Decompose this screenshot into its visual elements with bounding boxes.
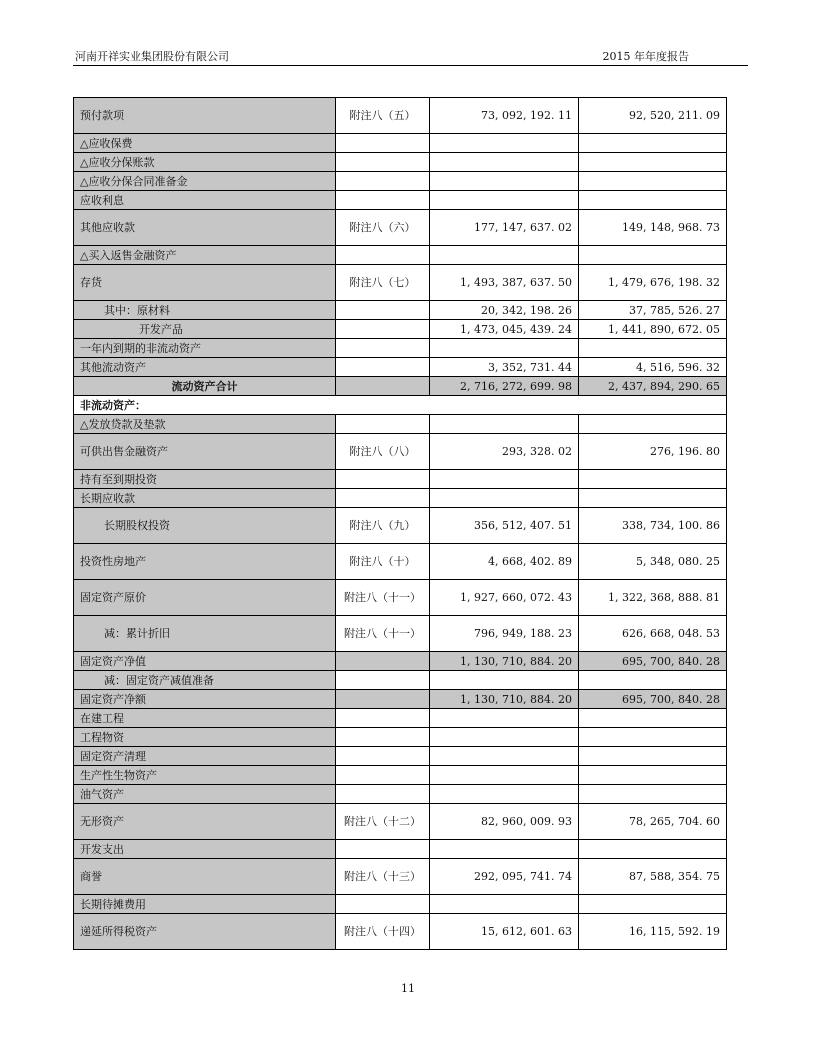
row-label: 固定资产净额 bbox=[74, 690, 336, 709]
row-current: 1, 130, 710, 884. 20 bbox=[430, 652, 579, 671]
row-label: 无形资产 bbox=[74, 804, 336, 840]
row-note bbox=[336, 747, 430, 766]
header-company: 河南开祥实业集团股份有限公司 bbox=[75, 50, 229, 63]
row-label: 投资性房地产 bbox=[74, 544, 336, 580]
row-prior: 37, 785, 526. 27 bbox=[579, 301, 727, 320]
row-note bbox=[336, 153, 430, 172]
row-label: 长期待摊费用 bbox=[74, 895, 336, 914]
row-label: 减：累计折旧 bbox=[74, 616, 336, 652]
row-prior bbox=[579, 339, 727, 358]
table-row bbox=[74, 895, 727, 914]
table-row bbox=[74, 489, 727, 508]
row-current: 3, 352, 731. 44 bbox=[430, 358, 579, 377]
row-prior: 5, 348, 080. 25 bbox=[579, 544, 727, 580]
row-prior bbox=[579, 470, 727, 489]
row-note bbox=[336, 766, 430, 785]
row-note: 附注八（七） bbox=[336, 265, 430, 301]
row-label: 固定资产净值 bbox=[74, 652, 336, 671]
row-current bbox=[430, 134, 579, 153]
row-current bbox=[430, 840, 579, 859]
row-prior: 149, 148, 968. 73 bbox=[579, 210, 727, 246]
row-current bbox=[430, 415, 579, 434]
row-prior bbox=[579, 728, 727, 747]
table-row bbox=[74, 434, 727, 470]
row-label: 工程物资 bbox=[74, 728, 336, 747]
section-heading: 非流动资产： bbox=[74, 396, 727, 415]
row-note bbox=[336, 301, 430, 320]
row-note bbox=[336, 690, 430, 709]
table-row bbox=[74, 785, 727, 804]
page-number: 11 bbox=[401, 982, 415, 995]
table-row bbox=[74, 98, 727, 134]
row-current bbox=[430, 766, 579, 785]
row-current: 2, 716, 272, 699. 98 bbox=[430, 377, 579, 396]
table-row bbox=[74, 210, 727, 246]
row-prior: 1, 441, 890, 672. 05 bbox=[579, 320, 727, 339]
row-note: 附注八（八） bbox=[336, 434, 430, 470]
row-prior: 626, 668, 048. 53 bbox=[579, 616, 727, 652]
row-note: 附注八（九） bbox=[336, 508, 430, 544]
table-row bbox=[74, 358, 727, 377]
row-prior: 2, 437, 894, 290. 65 bbox=[579, 377, 727, 396]
row-prior bbox=[579, 246, 727, 265]
row-prior: 16, 115, 592. 19 bbox=[579, 914, 727, 950]
row-note bbox=[336, 134, 430, 153]
header-divider bbox=[73, 65, 748, 66]
table-row bbox=[74, 709, 727, 728]
row-prior bbox=[579, 134, 727, 153]
table-row bbox=[74, 153, 727, 172]
row-note bbox=[336, 652, 430, 671]
row-prior bbox=[579, 785, 727, 804]
row-prior bbox=[579, 489, 727, 508]
row-current: 82, 960, 009. 93 bbox=[430, 804, 579, 840]
row-prior bbox=[579, 415, 727, 434]
row-prior: 695, 700, 840. 28 bbox=[579, 690, 727, 709]
row-note bbox=[336, 489, 430, 508]
table-row bbox=[74, 652, 727, 671]
row-label: 一年内到期的非流动资产 bbox=[74, 339, 336, 358]
row-note bbox=[336, 671, 430, 690]
row-note bbox=[336, 470, 430, 489]
row-current: 796, 949, 188. 23 bbox=[430, 616, 579, 652]
row-label: 长期股权投资 bbox=[74, 508, 336, 544]
table-row bbox=[74, 320, 727, 339]
table-row bbox=[74, 859, 727, 895]
row-current bbox=[430, 895, 579, 914]
table-row bbox=[74, 301, 727, 320]
row-prior bbox=[579, 153, 727, 172]
row-prior: 78, 265, 704. 60 bbox=[579, 804, 727, 840]
row-note bbox=[336, 358, 430, 377]
row-label: 油气资产 bbox=[74, 785, 336, 804]
header-report-title: 2015 年年度报告 bbox=[602, 50, 689, 63]
row-note: 附注八（六） bbox=[336, 210, 430, 246]
table-row bbox=[74, 544, 727, 580]
row-label: △买入返售金融资产 bbox=[74, 246, 336, 265]
row-current bbox=[430, 470, 579, 489]
row-note bbox=[336, 785, 430, 804]
row-prior bbox=[579, 709, 727, 728]
row-note bbox=[336, 709, 430, 728]
row-note bbox=[336, 377, 430, 396]
table-row bbox=[74, 914, 727, 950]
row-note bbox=[336, 320, 430, 339]
row-current: 292, 095, 741. 74 bbox=[430, 859, 579, 895]
table-row bbox=[74, 766, 727, 785]
row-prior: 92, 520, 211. 09 bbox=[579, 98, 727, 134]
table-row bbox=[74, 616, 727, 652]
row-label: 固定资产清理 bbox=[74, 747, 336, 766]
row-current: 177, 147, 637. 02 bbox=[430, 210, 579, 246]
table-row bbox=[74, 671, 727, 690]
row-note bbox=[336, 191, 430, 210]
table-row bbox=[74, 134, 727, 153]
table-row bbox=[74, 747, 727, 766]
row-note bbox=[336, 246, 430, 265]
row-current: 1, 473, 045, 439. 24 bbox=[430, 320, 579, 339]
row-note: 附注八（十二） bbox=[336, 804, 430, 840]
table-row bbox=[74, 728, 727, 747]
row-label: 其他应收款 bbox=[74, 210, 336, 246]
row-label: △应收保费 bbox=[74, 134, 336, 153]
row-label: 开发产品 bbox=[74, 320, 336, 339]
row-current bbox=[430, 489, 579, 508]
row-label: 预付款项 bbox=[74, 98, 336, 134]
row-current bbox=[430, 785, 579, 804]
row-current: 20, 342, 198. 26 bbox=[430, 301, 579, 320]
row-note: 附注八（十四） bbox=[336, 914, 430, 950]
row-prior bbox=[579, 191, 727, 210]
row-label: △发放贷款及垫款 bbox=[74, 415, 336, 434]
row-note: 附注八（五） bbox=[336, 98, 430, 134]
row-label: 开发支出 bbox=[74, 840, 336, 859]
row-label: 流动资产合计 bbox=[74, 377, 336, 396]
row-current bbox=[430, 671, 579, 690]
row-prior: 338, 734, 100. 86 bbox=[579, 508, 727, 544]
row-label: 长期应收款 bbox=[74, 489, 336, 508]
table-row bbox=[74, 265, 727, 301]
row-note bbox=[336, 728, 430, 747]
table-row bbox=[74, 470, 727, 489]
table-row-section bbox=[74, 396, 727, 415]
table-row bbox=[74, 415, 727, 434]
row-current bbox=[430, 172, 579, 191]
row-current: 73, 092, 192. 11 bbox=[430, 98, 579, 134]
row-current bbox=[430, 191, 579, 210]
row-label: 可供出售金融资产 bbox=[74, 434, 336, 470]
table-row bbox=[74, 804, 727, 840]
row-label: △应收分保合同准备金 bbox=[74, 172, 336, 191]
row-current: 1, 130, 710, 884. 20 bbox=[430, 690, 579, 709]
row-label: 其中：原材料 bbox=[74, 301, 336, 320]
row-current bbox=[430, 747, 579, 766]
row-note bbox=[336, 840, 430, 859]
table-row bbox=[74, 339, 727, 358]
row-note bbox=[336, 895, 430, 914]
row-current: 1, 493, 387, 637. 50 bbox=[430, 265, 579, 301]
row-prior: 87, 588, 354. 75 bbox=[579, 859, 727, 895]
row-current: 356, 512, 407. 51 bbox=[430, 508, 579, 544]
row-current bbox=[430, 246, 579, 265]
row-prior bbox=[579, 172, 727, 191]
row-prior: 4, 516, 596. 32 bbox=[579, 358, 727, 377]
row-note: 附注八（十一） bbox=[336, 616, 430, 652]
row-note: 附注八（十） bbox=[336, 544, 430, 580]
table-row bbox=[74, 172, 727, 191]
row-current: 1, 927, 660, 072. 43 bbox=[430, 580, 579, 616]
row-current bbox=[430, 339, 579, 358]
row-note bbox=[336, 415, 430, 434]
row-prior: 695, 700, 840. 28 bbox=[579, 652, 727, 671]
row-current: 293, 328. 02 bbox=[430, 434, 579, 470]
row-current bbox=[430, 728, 579, 747]
row-label: 持有至到期投资 bbox=[74, 470, 336, 489]
row-note bbox=[336, 339, 430, 358]
row-note: 附注八（十三） bbox=[336, 859, 430, 895]
row-prior bbox=[579, 766, 727, 785]
table-row bbox=[74, 191, 727, 210]
row-prior bbox=[579, 840, 727, 859]
row-label: 生产性生物资产 bbox=[74, 766, 336, 785]
table-row-total bbox=[74, 377, 727, 396]
row-label: 递延所得税资产 bbox=[74, 914, 336, 950]
row-label: 应收利息 bbox=[74, 191, 336, 210]
table-row bbox=[74, 690, 727, 709]
table-row bbox=[74, 246, 727, 265]
row-current: 4, 668, 402. 89 bbox=[430, 544, 579, 580]
row-note bbox=[336, 172, 430, 191]
row-prior: 1, 479, 676, 198. 32 bbox=[579, 265, 727, 301]
table-row bbox=[74, 840, 727, 859]
row-note: 附注八（十一） bbox=[336, 580, 430, 616]
row-prior: 276, 196. 80 bbox=[579, 434, 727, 470]
row-prior bbox=[579, 671, 727, 690]
row-label: 其他流动资产 bbox=[74, 358, 336, 377]
row-current bbox=[430, 709, 579, 728]
row-label: 商誉 bbox=[74, 859, 336, 895]
table-row bbox=[74, 580, 727, 616]
row-prior bbox=[579, 747, 727, 766]
row-label: 固定资产原价 bbox=[74, 580, 336, 616]
row-label: △应收分保账款 bbox=[74, 153, 336, 172]
row-current bbox=[430, 153, 579, 172]
row-label: 在建工程 bbox=[74, 709, 336, 728]
row-prior: 1, 322, 368, 888. 81 bbox=[579, 580, 727, 616]
row-label: 存货 bbox=[74, 265, 336, 301]
table-row bbox=[74, 508, 727, 544]
row-prior bbox=[579, 895, 727, 914]
balance-sheet-table bbox=[73, 97, 727, 950]
row-current: 15, 612, 601. 63 bbox=[430, 914, 579, 950]
row-label: 减：固定资产减值准备 bbox=[74, 671, 336, 690]
